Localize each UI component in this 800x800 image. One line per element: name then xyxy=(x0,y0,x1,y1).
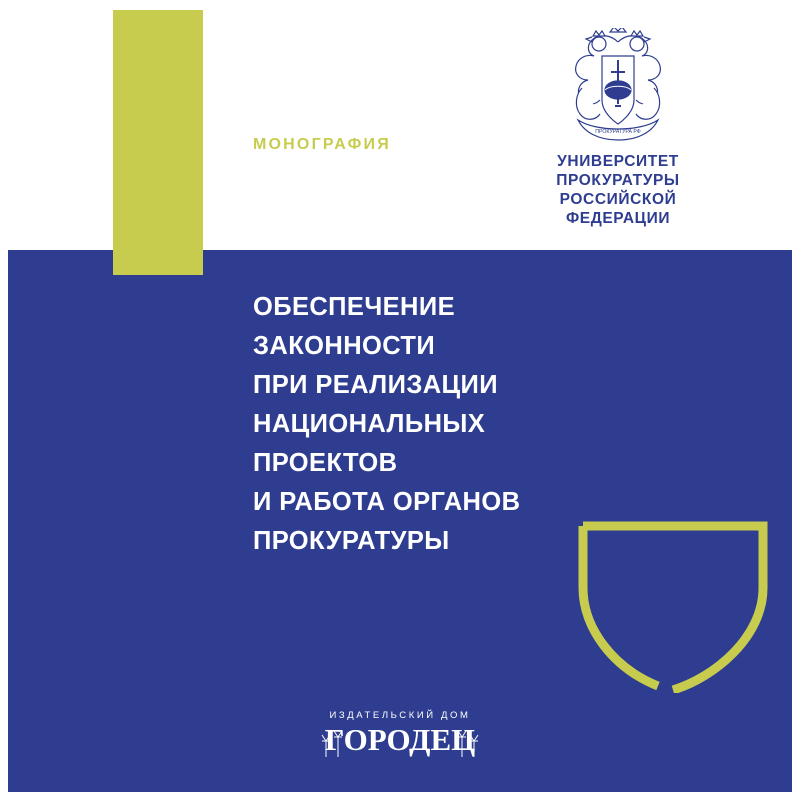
series-label: МОНОГРАФИЯ xyxy=(253,136,391,153)
olive-accent-bar xyxy=(113,10,203,275)
organization-line-2: ПРОКУРАТУРЫ xyxy=(556,172,680,189)
organization-line-1: УНИВЕРСИТЕТ xyxy=(557,153,679,170)
organization-name xyxy=(518,152,718,228)
publisher-prefix: ИЗДАТЕЛЬСКИЙ ДОМ xyxy=(329,710,471,721)
title-line-3: ПРИ РЕАЛИЗАЦИИ xyxy=(253,371,498,399)
title-line-7: ПРОКУРАТУРЫ xyxy=(253,527,450,555)
left-white-strip xyxy=(8,10,113,250)
title-line-6: И РАБОТА ОРГАНОВ xyxy=(253,488,521,516)
russian-federation-prosecutor-emblem-icon xyxy=(552,28,684,146)
title-line-5: ПРОЕКТОВ xyxy=(253,449,398,477)
shield-outline-graphic xyxy=(563,518,792,693)
cover-page xyxy=(8,10,792,792)
emblem-block xyxy=(518,28,718,228)
title-line-4: НАЦИОНАЛЬНЫХ xyxy=(253,410,486,438)
organization-line-4: ФЕДЕРАЦИИ xyxy=(565,210,671,227)
svg-text:ПРОКУРАТУРА РФ: ПРОКУРАТУРА РФ xyxy=(595,129,641,135)
title-line-1: ОБЕСПЕЧЕНИЕ xyxy=(253,293,456,321)
title-line-2: ЗАКОННОСТИ xyxy=(253,332,436,360)
publisher-name: ГОРОДЕЦ xyxy=(324,722,476,757)
organization-line-3: РОССИЙСКОЙ xyxy=(559,191,677,208)
publisher-block xyxy=(8,710,792,757)
